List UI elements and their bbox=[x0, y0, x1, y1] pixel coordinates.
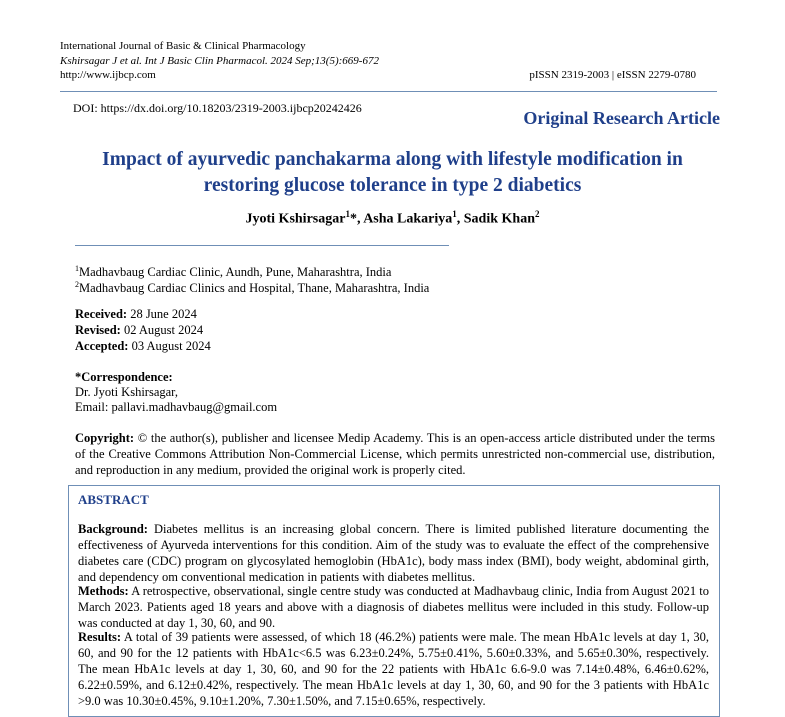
journal-issn: pISSN 2319-2003 | eISSN 2279-0780 bbox=[529, 69, 696, 81]
author-1-affiliation: 1 bbox=[345, 209, 350, 219]
affiliation-2-text: Madhavbaug Cardiac Clinics and Hospital, Thane, Maharashtra, India bbox=[79, 281, 430, 296]
journal-citation: Kshirsagar J et al. Int J Basic Clin Pharmacol. 2024 Sep;13(5):669-672 bbox=[60, 55, 379, 67]
author-separator: , bbox=[456, 211, 464, 227]
author-1: Jyoti Kshirsagar bbox=[245, 211, 346, 227]
affiliation-1-number: 1 bbox=[75, 264, 79, 273]
article-title-line1: Impact of ayurvedic panchakarma along with lifestyle modification in bbox=[102, 149, 683, 170]
affiliation-2 bbox=[75, 277, 429, 296]
copyright-notice bbox=[75, 430, 715, 478]
methods-text: A retrospective, observational, single centre study was conducted at Madhavbaug clinic, India from August 2021 to March 2023. Patients aged 18 years and above with a diagnosis of diabetes mellitus were included in this study. Follow-up was conducted at day 1, 30, 60, and 90. bbox=[78, 584, 709, 630]
affiliation-2-number: 2 bbox=[75, 280, 79, 289]
abstract-background bbox=[78, 521, 709, 585]
copyright-text: © the author(s), publisher and licensee Medip Academy. This is an open-access article distributed under the terms of the Creative Commons Attribution Non-Commercial License, which permits unrestricted non-commercial use, distribution, and reproduction in any medium, provided the original work is properly cited. bbox=[75, 431, 715, 477]
received-value: 28 June 2024 bbox=[127, 307, 197, 321]
results-text: A total of 39 patients were assessed, of which 18 (46.2%) patients were male. The mean HbA1c levels at day 1, 30, 60, and 90 for the 12 patients with HbA1c<6.5 was 6.23±0.24%, 5.75±0.41%, 5.60±0.33%, and 5.65±0.30%, respectively. The mean HbA1c levels at day 1, 30, 60, and 90 for the 22 patients with HbA1c 6.6-9.0 was 7.14±0.48%, 6.46±0.62%, 6.22±0.59%, and 6.12±0.42%, respectively. The mean HbA1c levels at day 1, 30, 60, and 90 for the 3 patients with HbA1c >9.0 was 10.30±0.45%, 9.10±1.20%, 7.30±1.50%, and 7.15±0.65%, respectively. bbox=[78, 630, 709, 708]
accepted-date bbox=[75, 338, 211, 354]
results-label: Results: bbox=[78, 630, 122, 644]
correspondence-name: Dr. Jyoti Kshirsagar, bbox=[75, 385, 178, 399]
author-list bbox=[60, 209, 725, 228]
copyright-label: Copyright: bbox=[75, 431, 135, 445]
correspondence-heading: *Correspondence: bbox=[75, 370, 173, 384]
abstract-results bbox=[78, 629, 709, 709]
revised-date bbox=[75, 322, 203, 338]
abstract-heading: ABSTRACT bbox=[78, 492, 149, 507]
author-rule bbox=[75, 245, 449, 246]
affiliation-1-text: Madhavbaug Cardiac Clinic, Aundh, Pune, Maharashtra, India bbox=[79, 265, 392, 280]
correspondence-label bbox=[75, 369, 173, 385]
correspondence-email[interactable]: Email: pallavi.madhavbaug@gmail.com bbox=[75, 400, 278, 414]
received-date bbox=[75, 306, 197, 322]
background-label: Background: bbox=[78, 522, 148, 536]
accepted-label: Accepted: bbox=[75, 339, 129, 353]
doi[interactable]: DOI: https://dx.doi.org/10.18203/2319-2003.ijbcp20242426 bbox=[73, 101, 362, 115]
header-rule bbox=[60, 91, 717, 92]
abstract-methods bbox=[78, 583, 709, 631]
background-text: Diabetes mellitus is an increasing global concern. There is limited published literature documenting the effectiveness of Ayurveda interventions for this condition. Aim of the study was to evaluate the effect of the comprehensive diabetes care (CDC) program on glycosylated hemoglobin (HbA1c), body mass index (BMI), body weight, abdominal girth, and dependency om conventional medication in patients with diabetes mellitus. bbox=[78, 522, 709, 584]
revised-value: 02 August 2024 bbox=[120, 323, 204, 337]
corresponding-mark: *, bbox=[349, 211, 364, 227]
author-3: Sadik Khan bbox=[463, 211, 535, 227]
journal-name: International Journal of Basic & Clinical Pharmacology bbox=[60, 40, 306, 52]
author-2: Asha Lakariya bbox=[363, 211, 453, 227]
article-title bbox=[60, 147, 725, 199]
revised-label: Revised: bbox=[75, 323, 121, 337]
received-label: Received: bbox=[75, 307, 128, 321]
author-2-affiliation: 1 bbox=[452, 209, 457, 219]
author-3-affiliation: 2 bbox=[534, 209, 540, 219]
article-title-line2: restoring glucose tolerance in type 2 diabetics bbox=[203, 175, 582, 196]
accepted-value: 03 August 2024 bbox=[128, 339, 211, 353]
article-type: Original Research Article bbox=[523, 108, 720, 128]
journal-url[interactable]: http://www.ijbcp.com bbox=[60, 69, 156, 81]
methods-label: Methods: bbox=[78, 584, 129, 598]
